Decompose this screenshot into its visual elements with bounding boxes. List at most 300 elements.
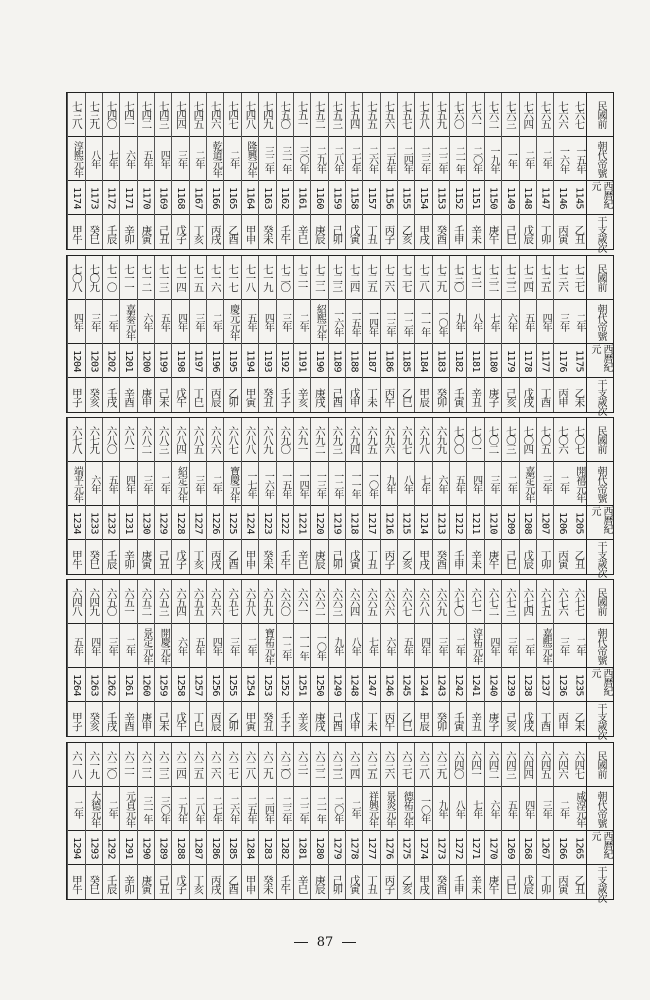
- min-guo-qian-cell: 六八三: [157, 426, 170, 453]
- ganzhi-cell: 癸丑: [259, 701, 275, 739]
- era-cell: 四年: [259, 299, 275, 344]
- era-cell: 三〇年: [155, 786, 171, 831]
- min-guo-qian-cell: 七二〇: [279, 264, 292, 291]
- header-gan-zhi: 干支歲次: [587, 377, 613, 415]
- ganzhi-cell: 戊辰: [520, 214, 536, 252]
- era-cell: 三年: [86, 299, 102, 344]
- header-chao-dai-di-hao: 朝代帝號: [587, 136, 613, 181]
- year-column: [432, 93, 449, 249]
- min-guo-qian-cell: 六六〇: [279, 588, 292, 615]
- era-cell: 五年: [155, 299, 171, 344]
- era-cell: 三年: [537, 786, 553, 831]
- era-cell: 一六年: [554, 136, 570, 181]
- year-column: [258, 743, 275, 899]
- year-column: [380, 93, 397, 249]
- western-year-cell: 1194: [242, 343, 258, 378]
- year-column: [414, 93, 431, 249]
- ganzhi-cell: 丁卯: [537, 214, 553, 252]
- era-cell: 二九年: [311, 136, 327, 181]
- min-guo-qian-cell: 六七六: [556, 588, 569, 615]
- dash-right: [342, 942, 356, 943]
- ganzhi-cell: 甲午: [68, 539, 84, 577]
- min-guo-qian-cell: 六二八: [244, 751, 257, 778]
- year-column: [466, 256, 483, 412]
- year-column: [449, 93, 466, 249]
- ganzhi-cell: 戊戌: [520, 701, 536, 739]
- year-column: [276, 256, 293, 412]
- era-cell: 三年: [537, 461, 553, 506]
- era-cell: 二年: [207, 299, 223, 344]
- min-guo-qian-cell: 七一一: [122, 264, 135, 291]
- min-guo-qian-cell: 六二六: [209, 751, 222, 778]
- min-guo-qian-cell: 六八五: [192, 426, 205, 453]
- era-cell: 一七年: [242, 461, 258, 506]
- year-column: [345, 580, 362, 736]
- western-year-cell: 1243: [433, 667, 449, 702]
- min-guo-qian-cell: 七四三: [157, 101, 170, 128]
- era-cell: 二一年: [450, 136, 466, 181]
- year-column: [154, 256, 171, 412]
- western-year-cell: 1176: [554, 343, 570, 378]
- year-column: [397, 418, 414, 574]
- min-guo-qian-cell: 六五一: [122, 588, 135, 615]
- western-year-cell: 1271: [467, 830, 483, 865]
- era-cell: 開禧元年: [571, 461, 587, 506]
- ganzhi-cell: 丙辰: [207, 377, 223, 415]
- year-column: [119, 580, 136, 736]
- year-column: [328, 93, 345, 249]
- year-column: [466, 580, 483, 736]
- year-column: [67, 580, 84, 736]
- ganzhi-cell: 癸巳: [86, 539, 102, 577]
- year-column: [362, 580, 379, 736]
- era-cell: 嘉熙元年: [537, 623, 553, 668]
- min-guo-qian-cell: 七三二: [487, 264, 500, 291]
- era-cell: 七年: [485, 299, 501, 344]
- min-guo-qian-cell: 七六二: [487, 101, 500, 128]
- year-column: [466, 418, 483, 574]
- min-guo-qian-cell: 六三〇: [279, 751, 292, 778]
- year-column: [449, 418, 466, 574]
- era-cell: 九年: [433, 786, 449, 831]
- min-guo-qian-cell: 六三六: [383, 751, 396, 778]
- western-year-cell: 1263: [86, 667, 102, 702]
- era-cell: 九年: [450, 299, 466, 344]
- western-year-cell: 1146: [554, 180, 570, 215]
- western-year-cell: 1242: [450, 667, 466, 702]
- year-column: [432, 418, 449, 574]
- ganzhi-cell: 甲午: [68, 214, 84, 252]
- era-cell: 五年: [103, 461, 119, 506]
- year-column: [345, 93, 362, 249]
- year-column: [85, 256, 102, 412]
- western-year-cell: 1261: [120, 667, 136, 702]
- ganzhi-cell: 癸巳: [86, 864, 102, 902]
- western-year-cell: 1232: [103, 505, 119, 540]
- year-column: [519, 93, 536, 249]
- year-column: [501, 743, 518, 899]
- min-guo-qian-cell: 七〇三: [504, 426, 517, 453]
- year-column: [466, 743, 483, 899]
- western-year-cell: 1260: [138, 667, 154, 702]
- header-xi-li-ji-yuan: 西曆紀元: [587, 830, 613, 865]
- ganzhi-cell: 己酉: [329, 377, 345, 415]
- western-year-cell: 1247: [363, 667, 379, 702]
- ganzhi-cell: 丁未: [363, 701, 379, 739]
- era-cell: 二七年: [207, 786, 223, 831]
- western-year-cell: 1286: [207, 830, 223, 865]
- year-column: [241, 418, 258, 574]
- ganzhi-cell: 丙寅: [554, 539, 570, 577]
- era-cell: 寶祐元年: [259, 623, 275, 668]
- data-columns: [67, 580, 587, 736]
- western-year-cell: 1204: [68, 343, 84, 378]
- western-year-cell: 1213: [433, 505, 449, 540]
- western-year-cell: 1279: [329, 830, 345, 865]
- ganzhi-cell: 己未: [155, 377, 171, 415]
- year-column: [258, 256, 275, 412]
- era-cell: 元貞元年: [120, 786, 136, 831]
- western-year-cell: 1275: [398, 830, 414, 865]
- year-column: [536, 418, 553, 574]
- ganzhi-cell: 丙申: [554, 701, 570, 739]
- era-cell: 二二年: [294, 786, 310, 831]
- year-column: [362, 93, 379, 249]
- min-guo-qian-cell: 六四三: [504, 751, 517, 778]
- min-guo-qian-cell: 七三三: [504, 264, 517, 291]
- western-year-cell: 1239: [502, 667, 518, 702]
- ganzhi-cell: 癸巳: [86, 214, 102, 252]
- western-year-cell: 1267: [537, 830, 553, 865]
- min-guo-qian-cell: 六四七: [573, 751, 586, 778]
- western-year-cell: 1292: [103, 830, 119, 865]
- year-column: [414, 743, 431, 899]
- min-guo-qian-cell: 六九四: [348, 426, 361, 453]
- era-cell: 一二年: [329, 461, 345, 506]
- western-year-cell: 1285: [224, 830, 240, 865]
- western-year-cell: 1233: [86, 505, 102, 540]
- year-column: [206, 256, 223, 412]
- western-year-cell: 1174: [68, 180, 84, 215]
- ganzhi-cell: 壬戌: [103, 701, 119, 739]
- ganzhi-cell: 己亥: [502, 701, 518, 739]
- min-guo-qian-cell: 六二七: [227, 751, 240, 778]
- year-column: [362, 743, 379, 899]
- ganzhi-cell: 庚寅: [138, 864, 154, 902]
- min-guo-qian-cell: 六一八: [70, 751, 83, 778]
- year-column: [171, 418, 188, 574]
- western-year-cell: 1196: [207, 343, 223, 378]
- era-cell: 二〇年: [329, 786, 345, 831]
- ganzhi-cell: 庚辰: [311, 864, 327, 902]
- western-year-cell: 1270: [485, 830, 501, 865]
- min-guo-qian-cell: 七四七: [227, 101, 240, 128]
- western-year-cell: 1290: [138, 830, 154, 865]
- ganzhi-cell: 辛卯: [120, 539, 136, 577]
- data-columns: [67, 743, 587, 899]
- era-cell: 四年: [120, 461, 136, 506]
- year-column: [223, 418, 240, 574]
- year-column: [67, 93, 84, 249]
- western-year-cell: 1148: [520, 180, 536, 215]
- min-guo-qian-cell: 七〇〇: [452, 426, 465, 453]
- year-column: [154, 580, 171, 736]
- era-cell: 二年: [224, 136, 240, 181]
- era-cell: 三〇年: [294, 136, 310, 181]
- ganzhi-cell: 丙寅: [554, 214, 570, 252]
- western-year-cell: 1160: [311, 180, 327, 215]
- era-cell: 二三年: [415, 136, 431, 181]
- western-year-cell: 1167: [190, 180, 206, 215]
- ganzhi-cell: 辛未: [467, 864, 483, 902]
- year-column: [553, 256, 570, 412]
- era-cell: 二年: [346, 786, 362, 831]
- ganzhi-cell: 壬寅: [450, 701, 466, 739]
- era-cell: 四年: [415, 623, 431, 668]
- min-guo-qian-cell: 六五六: [209, 588, 222, 615]
- western-year-cell: 1147: [537, 180, 553, 215]
- ganzhi-cell: 辛未: [467, 539, 483, 577]
- min-guo-qian-cell: 六三二: [313, 751, 326, 778]
- ganzhi-cell: 戊戌: [520, 377, 536, 415]
- min-guo-qian-cell: 六七一: [470, 588, 483, 615]
- era-cell: 一四年: [363, 299, 379, 344]
- year-column: [223, 743, 240, 899]
- ganzhi-cell: 戊午: [172, 701, 188, 739]
- western-year-cell: 1280: [311, 830, 327, 865]
- year-column: [102, 743, 119, 899]
- era-cell: 五年: [68, 623, 84, 668]
- western-year-cell: 1173: [86, 180, 102, 215]
- min-guo-qian-cell: 七五四: [348, 101, 361, 128]
- era-cell: 三年: [103, 623, 119, 668]
- western-year-cell: 1293: [86, 830, 102, 865]
- western-year-cell: 1175: [571, 343, 587, 378]
- ganzhi-cell: 癸未: [259, 214, 275, 252]
- min-guo-qian-cell: 七四二: [140, 101, 153, 128]
- min-guo-qian-cell: 六二二: [140, 751, 153, 778]
- min-guo-qian-cell: 六四四: [522, 751, 535, 778]
- western-year-cell: 1190: [311, 343, 327, 378]
- year-column: [449, 743, 466, 899]
- ganzhi-cell: 戊子: [172, 864, 188, 902]
- era-cell: 二年: [450, 623, 466, 668]
- western-year-cell: 1200: [138, 343, 154, 378]
- western-year-cell: 1262: [103, 667, 119, 702]
- year-column: [536, 93, 553, 249]
- year-column: [397, 580, 414, 736]
- era-cell: 祥興元年: [363, 786, 379, 831]
- ganzhi-cell: 丁酉: [537, 701, 553, 739]
- era-cell: 一六年: [329, 299, 345, 344]
- year-column: [154, 418, 171, 574]
- min-guo-qian-cell: 六七九: [88, 426, 101, 453]
- western-year-cell: 1186: [381, 343, 397, 378]
- era-cell: 八年: [467, 299, 483, 344]
- year-column: [536, 256, 553, 412]
- ganzhi-cell: 庚寅: [138, 539, 154, 577]
- ganzhi-cell: 丙戌: [207, 539, 223, 577]
- ganzhi-cell: 壬寅: [450, 377, 466, 415]
- ganzhi-cell: 乙卯: [224, 377, 240, 415]
- ganzhi-cell: 戊寅: [346, 214, 362, 252]
- western-year-cell: 1170: [138, 180, 154, 215]
- era-cell: 二年: [537, 136, 553, 181]
- era-cell: 五年: [138, 136, 154, 181]
- era-cell: 六年: [433, 461, 449, 506]
- min-guo-qian-cell: 七四〇: [105, 101, 118, 128]
- min-guo-qian-cell: 七二四: [348, 264, 361, 291]
- data-columns: [67, 418, 587, 574]
- era-cell: 八年: [346, 623, 362, 668]
- ganzhi-cell: 戊辰: [520, 864, 536, 902]
- min-guo-qian-cell: 六三八: [418, 751, 431, 778]
- western-year-cell: 1156: [381, 180, 397, 215]
- western-year-cell: 1266: [554, 830, 570, 865]
- western-year-cell: 1161: [294, 180, 310, 215]
- ganzhi-cell: 乙丑: [571, 539, 587, 577]
- western-year-cell: 1268: [520, 830, 536, 865]
- era-cell: 六年: [172, 623, 188, 668]
- western-year-cell: 1215: [398, 505, 414, 540]
- year-column: [536, 743, 553, 899]
- min-guo-qian-cell: 六七四: [522, 588, 535, 615]
- era-cell: 二八年: [190, 786, 206, 831]
- era-cell: 端平元年: [68, 461, 84, 506]
- ganzhi-cell: 丁巳: [190, 701, 206, 739]
- ganzhi-cell: 丁丑: [363, 539, 379, 577]
- min-guo-qian-cell: 七二二: [313, 264, 326, 291]
- era-cell: 四年: [172, 299, 188, 344]
- era-cell: 三二年: [259, 136, 275, 181]
- min-guo-qian-cell: 六四五: [539, 751, 552, 778]
- min-guo-qian-cell: 六八八: [244, 426, 257, 453]
- year-column: [137, 743, 154, 899]
- table-block: [66, 255, 614, 413]
- min-guo-qian-cell: 七四五: [192, 101, 205, 128]
- table-block: [66, 579, 614, 737]
- min-guo-qian-cell: 六三一: [296, 751, 309, 778]
- year-column: [484, 256, 501, 412]
- year-column: [206, 580, 223, 736]
- ganzhi-cell: 癸未: [259, 539, 275, 577]
- ganzhi-cell: 壬辰: [103, 214, 119, 252]
- year-column: [553, 93, 570, 249]
- western-year-cell: 1166: [207, 180, 223, 215]
- ganzhi-cell: 癸亥: [86, 701, 102, 739]
- min-guo-qian-cell: 六五三: [157, 588, 170, 615]
- era-cell: 四年: [467, 461, 483, 506]
- western-year-cell: 1210: [485, 505, 501, 540]
- min-guo-qian-cell: 七〇五: [539, 426, 552, 453]
- ganzhi-cell: 乙巳: [398, 377, 414, 415]
- min-guo-qian-cell: 七四一: [122, 101, 135, 128]
- western-year-cell: 1227: [190, 505, 206, 540]
- western-year-cell: 1230: [138, 505, 154, 540]
- min-guo-qian-cell: 六四〇: [452, 751, 465, 778]
- min-guo-qian-cell: 六六一: [296, 588, 309, 615]
- min-guo-qian-cell: 六九九: [435, 426, 448, 453]
- era-cell: 一五年: [571, 136, 587, 181]
- western-year-cell: 1221: [294, 505, 310, 540]
- ganzhi-cell: 丁亥: [190, 214, 206, 252]
- min-guo-qian-cell: 六六六: [383, 588, 396, 615]
- western-year-cell: 1236: [554, 667, 570, 702]
- year-column: [137, 418, 154, 574]
- min-guo-qian-cell: 六八二: [140, 426, 153, 453]
- min-guo-qian-cell: 七四八: [244, 101, 257, 128]
- western-year-cell: 1259: [155, 667, 171, 702]
- era-cell: 三一年: [277, 136, 293, 181]
- min-guo-qian-cell: 六八七: [227, 426, 240, 453]
- western-year-cell: 1187: [363, 343, 379, 378]
- ganzhi-cell: 乙卯: [224, 701, 240, 739]
- ganzhi-cell: 甲子: [68, 701, 84, 739]
- min-guo-qian-cell: 七一四: [175, 264, 188, 291]
- min-guo-qian-cell: 七五二: [313, 101, 326, 128]
- header-column: [586, 93, 613, 252]
- ganzhi-cell: 乙酉: [224, 864, 240, 902]
- western-year-cell: 1257: [190, 667, 206, 702]
- min-guo-qian-cell: 六四一: [470, 751, 483, 778]
- western-year-cell: 1172: [103, 180, 119, 215]
- western-year-cell: 1240: [485, 667, 501, 702]
- western-year-cell: 1180: [485, 343, 501, 378]
- header-xi-li-ji-yuan: 西曆紀元: [587, 180, 613, 215]
- year-column: [171, 580, 188, 736]
- western-year-cell: 1252: [277, 667, 293, 702]
- min-guo-qian-cell: 六七二: [487, 588, 500, 615]
- era-cell: 二四年: [398, 136, 414, 181]
- data-columns: [67, 256, 587, 412]
- era-cell: 三年: [190, 299, 206, 344]
- min-guo-qian-cell: 六四六: [556, 751, 569, 778]
- min-guo-qian-cell: 七三四: [522, 264, 535, 291]
- ganzhi-cell: 丙子: [381, 214, 397, 252]
- ganzhi-cell: 甲戌: [415, 864, 431, 902]
- ganzhi-cell: 癸酉: [433, 539, 449, 577]
- ganzhi-cell: 丁丑: [363, 864, 379, 902]
- era-cell: 八年: [86, 136, 102, 181]
- year-column: [571, 743, 587, 899]
- year-column: [432, 256, 449, 412]
- min-guo-qian-cell: 六二〇: [105, 751, 118, 778]
- western-year-cell: 1273: [433, 830, 449, 865]
- era-cell: 九年: [381, 461, 397, 506]
- ganzhi-cell: 丙戌: [207, 214, 223, 252]
- era-cell: 三年: [502, 623, 518, 668]
- ganzhi-cell: 癸丑: [259, 377, 275, 415]
- ganzhi-cell: 戊辰: [520, 539, 536, 577]
- ganzhi-cell: 甲辰: [415, 377, 431, 415]
- era-cell: 二八年: [329, 136, 345, 181]
- min-guo-qian-cell: 七三五: [539, 264, 552, 291]
- min-guo-qian-cell: 六二一: [122, 751, 135, 778]
- ganzhi-cell: 庚午: [485, 214, 501, 252]
- min-guo-qian-cell: 六三四: [348, 751, 361, 778]
- year-column: [258, 418, 275, 574]
- era-cell: 二七年: [346, 136, 362, 181]
- min-guo-qian-cell: 六九八: [418, 426, 431, 453]
- year-column: [345, 256, 362, 412]
- year-column: [328, 580, 345, 736]
- era-cell: 一五年: [277, 461, 293, 506]
- min-guo-qian-cell: 六五五: [192, 588, 205, 615]
- min-guo-qian-cell: 七二五: [366, 264, 378, 291]
- ganzhi-cell: 丙子: [381, 864, 397, 902]
- era-cell: 慶元元年: [224, 299, 240, 344]
- min-guo-qian-cell: 七三〇: [452, 264, 465, 291]
